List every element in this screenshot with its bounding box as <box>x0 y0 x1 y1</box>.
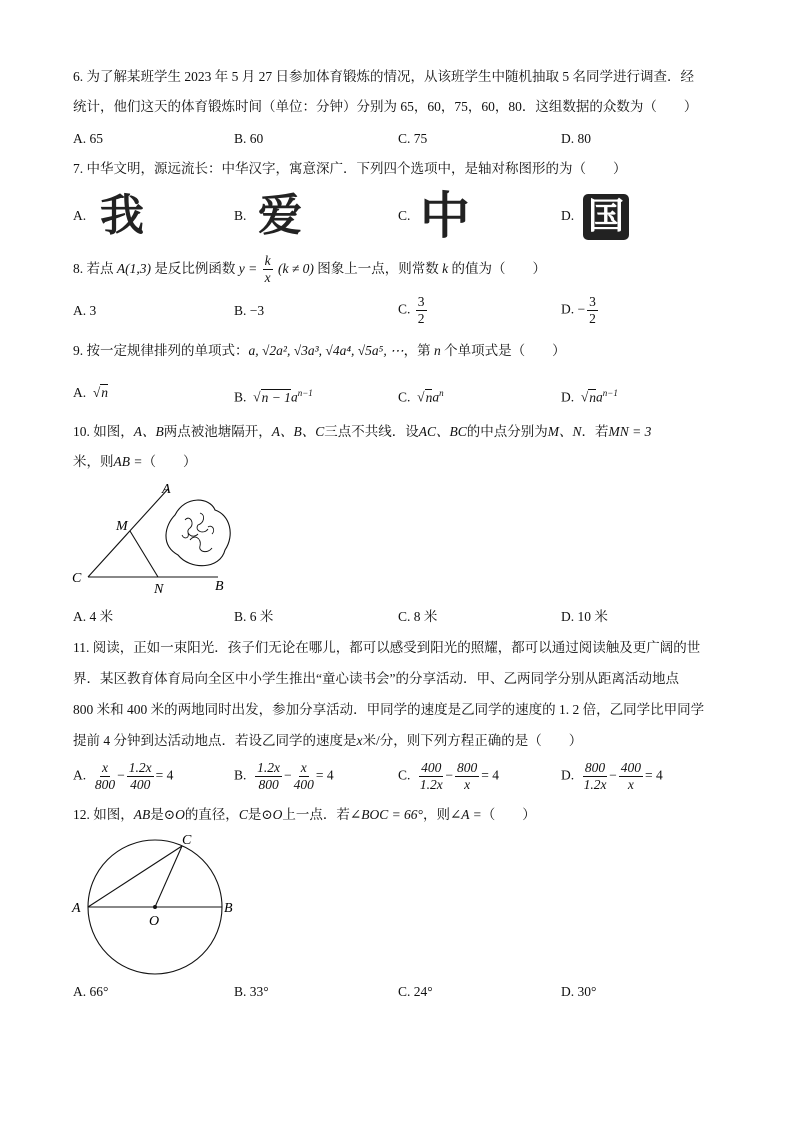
t: ，则 <box>422 807 450 822</box>
q7-option-b-label: B. <box>234 208 247 223</box>
q9-option-b: B. $√n - 1a^{n-1}$ <box>234 388 313 405</box>
label-o: O <box>149 914 160 929</box>
q9-n: n <box>434 343 441 358</box>
q8-y: y = <box>238 261 258 276</box>
q8-text: 的值为（ ） <box>451 261 547 276</box>
radicand: n <box>589 389 597 405</box>
q6-option-c: C. 75 <box>398 131 428 146</box>
t: AB = <box>113 454 143 469</box>
fraction-1 <box>95 760 115 793</box>
q11-stem-line1: 11. 阅读，正如一束阳光．孩子们无论在哪儿，都可以感受到阳光的照耀，都可以通过阅读触及更广阔的世 <box>73 640 701 655</box>
label-n: N <box>154 582 164 597</box>
q7-option-d-label: D. <box>561 208 575 223</box>
label: C. <box>398 767 411 783</box>
q10-triangle-figure <box>60 475 260 600</box>
exponent: n−1 <box>602 388 618 398</box>
q11-option-d: D. $\frac{800}{1.2x}$ − $\frac{400}{x}$ = 4 <box>561 760 663 792</box>
q8-fraction <box>263 253 273 286</box>
q10-option-c: C. 8 米 <box>398 609 438 624</box>
q7-char-image-zhong: 中 <box>420 187 470 245</box>
t: ∠A = <box>449 807 482 822</box>
numerator: 400 <box>620 760 641 775</box>
t: 上一点．若 <box>282 807 350 822</box>
t: ．若 <box>581 424 609 439</box>
q9-option-a: A. √n <box>73 385 109 400</box>
label: B. <box>234 767 247 783</box>
base: a <box>596 389 603 405</box>
q11-stem-line2: 界．某区教育体育局向全区中小学生推出“童心读书会”的分享活动．甲、乙两同学分别从距离活动地点 <box>73 671 679 686</box>
label-m: M <box>116 519 128 534</box>
denominator: 800 <box>94 777 116 792</box>
denominator: 1.2x <box>583 777 607 792</box>
t: AB <box>133 807 151 822</box>
t: x <box>356 733 363 748</box>
q8-text: 是反比例函数 <box>154 261 236 276</box>
t: 提前 4 分钟到达活动地点．若设乙同学的速度是 <box>73 733 357 748</box>
t: 12. 如图， <box>73 807 134 822</box>
q7-char-image-guo: 国 <box>583 194 629 240</box>
label: C. <box>398 389 411 405</box>
q8-condition: (k ≠ 0) <box>277 261 314 276</box>
denominator: x <box>264 270 271 286</box>
pond-outline <box>166 500 230 566</box>
radicand: n <box>425 389 433 405</box>
numerator: x <box>102 760 108 775</box>
numerator: 800 <box>584 760 606 775</box>
numerator: 800 <box>457 760 478 775</box>
q10-option-a: A. 4 米 <box>73 609 114 624</box>
rhs: = 4 <box>645 767 663 783</box>
denominator: 800 <box>258 777 279 792</box>
label-b: B <box>224 901 233 916</box>
fraction-1 <box>255 760 282 793</box>
q8-stem <box>73 252 546 286</box>
denominator: 2 <box>589 311 596 326</box>
q8-point: A(1,3) <box>116 261 151 276</box>
label-c: C <box>182 833 192 848</box>
q9-sequence: a, √2a², √3a³, √4a⁴, √5a⁵, ⋯ <box>248 343 404 358</box>
fraction-1 <box>583 760 607 793</box>
q8-k: k <box>442 261 449 276</box>
q9-text: 个单项式是（ ） <box>444 343 566 358</box>
q7-option-a-label: A. <box>73 208 87 223</box>
center-dot <box>153 905 157 909</box>
t: AC、BC <box>418 424 467 439</box>
q12-option-b: B. 33° <box>234 984 269 999</box>
q6-option-a: A. 65 <box>73 131 103 146</box>
label-c: C <box>72 571 82 586</box>
q8-text: 8. 若点 <box>73 261 114 276</box>
radicand: n <box>101 385 109 400</box>
t: M、N <box>547 424 582 439</box>
q12-option-d: D. 30° <box>561 984 597 999</box>
exponent: n <box>439 388 444 398</box>
t: 的直径， <box>184 807 239 822</box>
numerator: 400 <box>421 760 442 775</box>
denominator: x <box>627 777 634 792</box>
rhs: = 4 <box>155 767 174 783</box>
q8-option-a: A. 3 <box>73 303 97 318</box>
t: 米/分，则下列方程正确的是（ ） <box>362 733 583 748</box>
q9-option-c: C. $√na^n$ <box>398 388 444 405</box>
label-b: B <box>215 579 224 594</box>
denominator: 400 <box>130 777 151 792</box>
q8-text: 图象上一点，则常数 <box>317 261 439 276</box>
q6-stem-line2: 统计，他们这天的体育锻炼时间（单位：分钟）分别为 65，60，75，60，80．这组数据的众数为（ ） <box>73 99 698 114</box>
q9-text: ，第 <box>403 343 431 358</box>
label: D. <box>561 389 575 405</box>
rhs: = 4 <box>315 767 334 783</box>
fraction-2 <box>127 760 154 793</box>
t: 10. 如图， <box>73 424 134 439</box>
q6-option-d: D. 80 <box>561 131 591 146</box>
t: （ ） <box>142 454 197 469</box>
q12-option-a: A. 66° <box>73 984 109 999</box>
denominator: 400 <box>293 777 314 792</box>
denominator: 2 <box>417 311 425 326</box>
q9-stem <box>73 342 566 360</box>
q8-option-d <box>561 294 600 327</box>
t: A、B <box>133 424 164 439</box>
t: 三点不共线．设 <box>324 424 419 439</box>
label: C. <box>398 301 411 317</box>
q7-stem: 7. 中华文明，源远流长：中华汉字，寓意深广．下列四个选项中，是轴对称图形的为（ ） <box>73 161 627 176</box>
fraction-2 <box>619 760 643 793</box>
t: MN = 3 <box>608 424 652 439</box>
base: a <box>290 389 298 405</box>
q10-option-b: B. 6 米 <box>234 609 274 624</box>
q6-stem-line1: 6. 为了解某班学生 2023 年 5 月 27 日参加体育锻炼的情况，从该班学生中随机抽取 5 名同学进行调查．经 <box>73 69 694 84</box>
q11-option-b: B. $\frac{1.2x}{800}$ − $\frac{x}{400}$ = 4 <box>234 760 334 792</box>
numerator: 3 <box>417 294 425 309</box>
t: O <box>175 807 185 822</box>
label-a: A <box>72 901 81 916</box>
label: D. − <box>561 301 586 317</box>
q12-option-c: C. 24° <box>398 984 433 999</box>
q11-stem-line4 <box>73 732 582 750</box>
q7-option-c-label: C. <box>398 208 411 223</box>
base: a <box>432 389 440 405</box>
t: 是⊙ <box>247 807 273 822</box>
t: A、B、C <box>271 424 325 439</box>
label: D. <box>561 767 575 783</box>
exponent: n−1 <box>297 388 313 398</box>
denominator: 1.2x <box>419 777 443 792</box>
q8-option-c <box>398 294 429 327</box>
q8-option-b: B. −3 <box>234 303 265 318</box>
numerator: 1.2x <box>257 760 281 775</box>
label: B. <box>234 389 247 405</box>
q9-option-d: D. $√na^{n-1}$ <box>561 388 618 405</box>
numerator: 3 <box>589 294 596 309</box>
q11-option-c: C. $\frac{400}{1.2x}$ − $\frac{800}{x}$ = 4 <box>398 760 500 792</box>
radicand: n − 1 <box>261 389 291 405</box>
q10-stem-line1 <box>73 423 651 441</box>
t: ∠BOC = 66° <box>349 807 423 822</box>
rhs: = 4 <box>481 767 500 783</box>
t: 是⊙ <box>150 807 176 822</box>
fraction-1 <box>419 760 443 793</box>
label-a: A <box>162 482 171 497</box>
fraction-2 <box>294 760 314 793</box>
numerator: x <box>300 760 307 775</box>
t: 两点被池塘隔开， <box>163 424 272 439</box>
q12-stem <box>73 806 536 824</box>
t: O <box>272 807 283 822</box>
t: 米，则 <box>73 454 114 469</box>
q11-option-a: A. $\frac{x}{800}$ − $\frac{1.2x}{400}$ = 4 <box>73 760 174 792</box>
q6-option-b: B. 60 <box>234 131 264 146</box>
q10-stem-line2 <box>73 453 196 471</box>
q7-char-image-ai: 爱 <box>258 190 302 241</box>
label: A. <box>73 385 87 400</box>
t: （ ） <box>481 807 536 822</box>
q11-stem-line3: 800 米和 400 米的两地同时出发，参加分享活动．甲同学的速度是乙同学的速度的 1. 2 倍，乙同学比甲同学 <box>73 702 705 717</box>
q7-char-image-wo: 我 <box>100 190 144 241</box>
denominator: x <box>464 777 471 792</box>
q9-text: 9. 按一定规律排列的单项式： <box>73 343 249 358</box>
t: C <box>238 807 248 822</box>
numerator: k <box>264 253 271 269</box>
numerator: 1.2x <box>128 760 152 775</box>
q12-circle-figure <box>65 828 255 978</box>
t: 的中点分别为 <box>466 424 548 439</box>
fraction-2 <box>455 760 479 793</box>
q10-option-d: D. 10 米 <box>561 609 608 624</box>
label: A. <box>73 767 87 783</box>
